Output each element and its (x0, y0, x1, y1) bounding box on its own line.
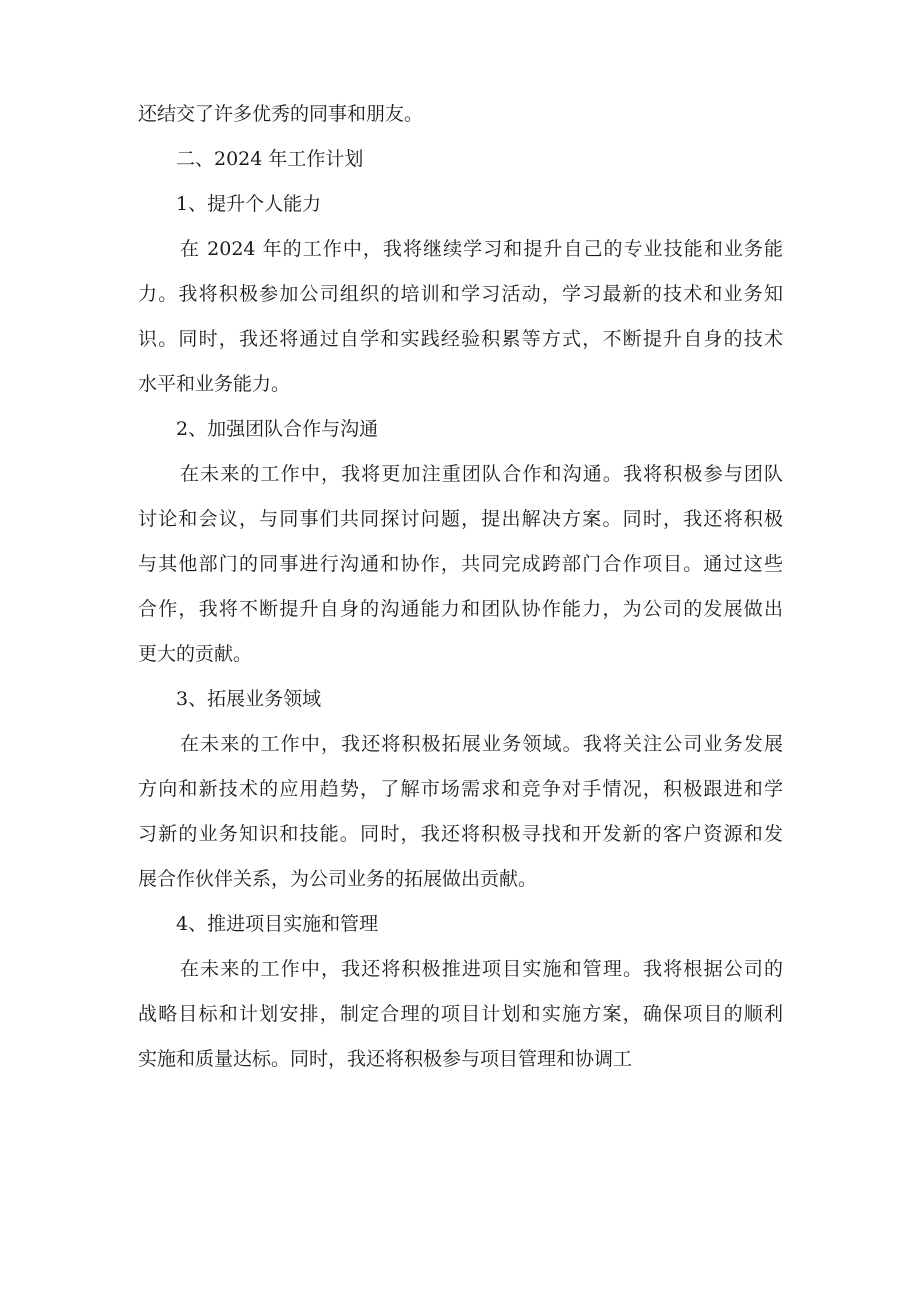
paragraph-line: 在 2024 年的工作中，我将继续学习和提升自己的专业技能和业务能 (180, 238, 783, 260)
paragraph-line: 合作，我将不断提升自身的沟通能力和团队协作能力，为公司的发展做出 (138, 598, 783, 620)
paragraph-line: 习新的业务知识和技能。同时，我还将积极寻找和开发新的客户资源和发 (138, 823, 783, 845)
document-body (138, 92, 783, 1082)
paragraph-line: 还结交了许多优秀的同事和朋友。 (138, 103, 424, 125)
subsection-heading: 2、加强团队合作与沟通 (176, 418, 379, 440)
paragraph-line: 力。我将积极参加公司组织的培训和学习活动，学习最新的技术和业务知 (138, 283, 783, 305)
subsection-heading: 4、推进项目实施和管理 (176, 913, 379, 935)
subsection-heading: 1、提升个人能力 (176, 193, 322, 215)
paragraph-line: 识。同时，我还将通过自学和实践经验积累等方式，不断提升自身的技术 (138, 328, 783, 350)
paragraph-line: 战略目标和计划安排，制定合理的项目计划和实施方案，确保项目的顺利 (138, 1003, 783, 1025)
paragraph-line: 在未来的工作中，我还将积极拓展业务领域。我将关注公司业务发展 (180, 733, 783, 755)
paragraph-line: 讨论和会议，与同事们共同探讨问题，提出解决方案。同时，我还将积极 (138, 508, 783, 530)
paragraph-line: 在未来的工作中，我将更加注重团队合作和沟通。我将积极参与团队 (180, 463, 783, 485)
paragraph-line: 在未来的工作中，我还将积极推进项目实施和管理。我将根据公司的 (180, 958, 783, 980)
paragraph-line: 与其他部门的同事进行沟通和协作，共同完成跨部门合作项目。通过这些 (138, 553, 783, 575)
paragraph-line: 水平和业务能力。 (138, 373, 291, 395)
paragraph-line: 更大的贡献。 (138, 643, 253, 665)
section-heading: 二、2024 年工作计划 (176, 148, 364, 170)
subsection-heading: 3、拓展业务领域 (176, 688, 322, 710)
paragraph-line: 实施和质量达标。同时，我还将积极参与项目管理和协调工 (138, 1048, 633, 1070)
paragraph-line: 展合作伙伴关系，为公司业务的拓展做出贡献。 (138, 868, 538, 890)
paragraph-line: 方向和新技术的应用趋势，了解市场需求和竞争对手情况，积极跟进和学 (138, 778, 783, 800)
